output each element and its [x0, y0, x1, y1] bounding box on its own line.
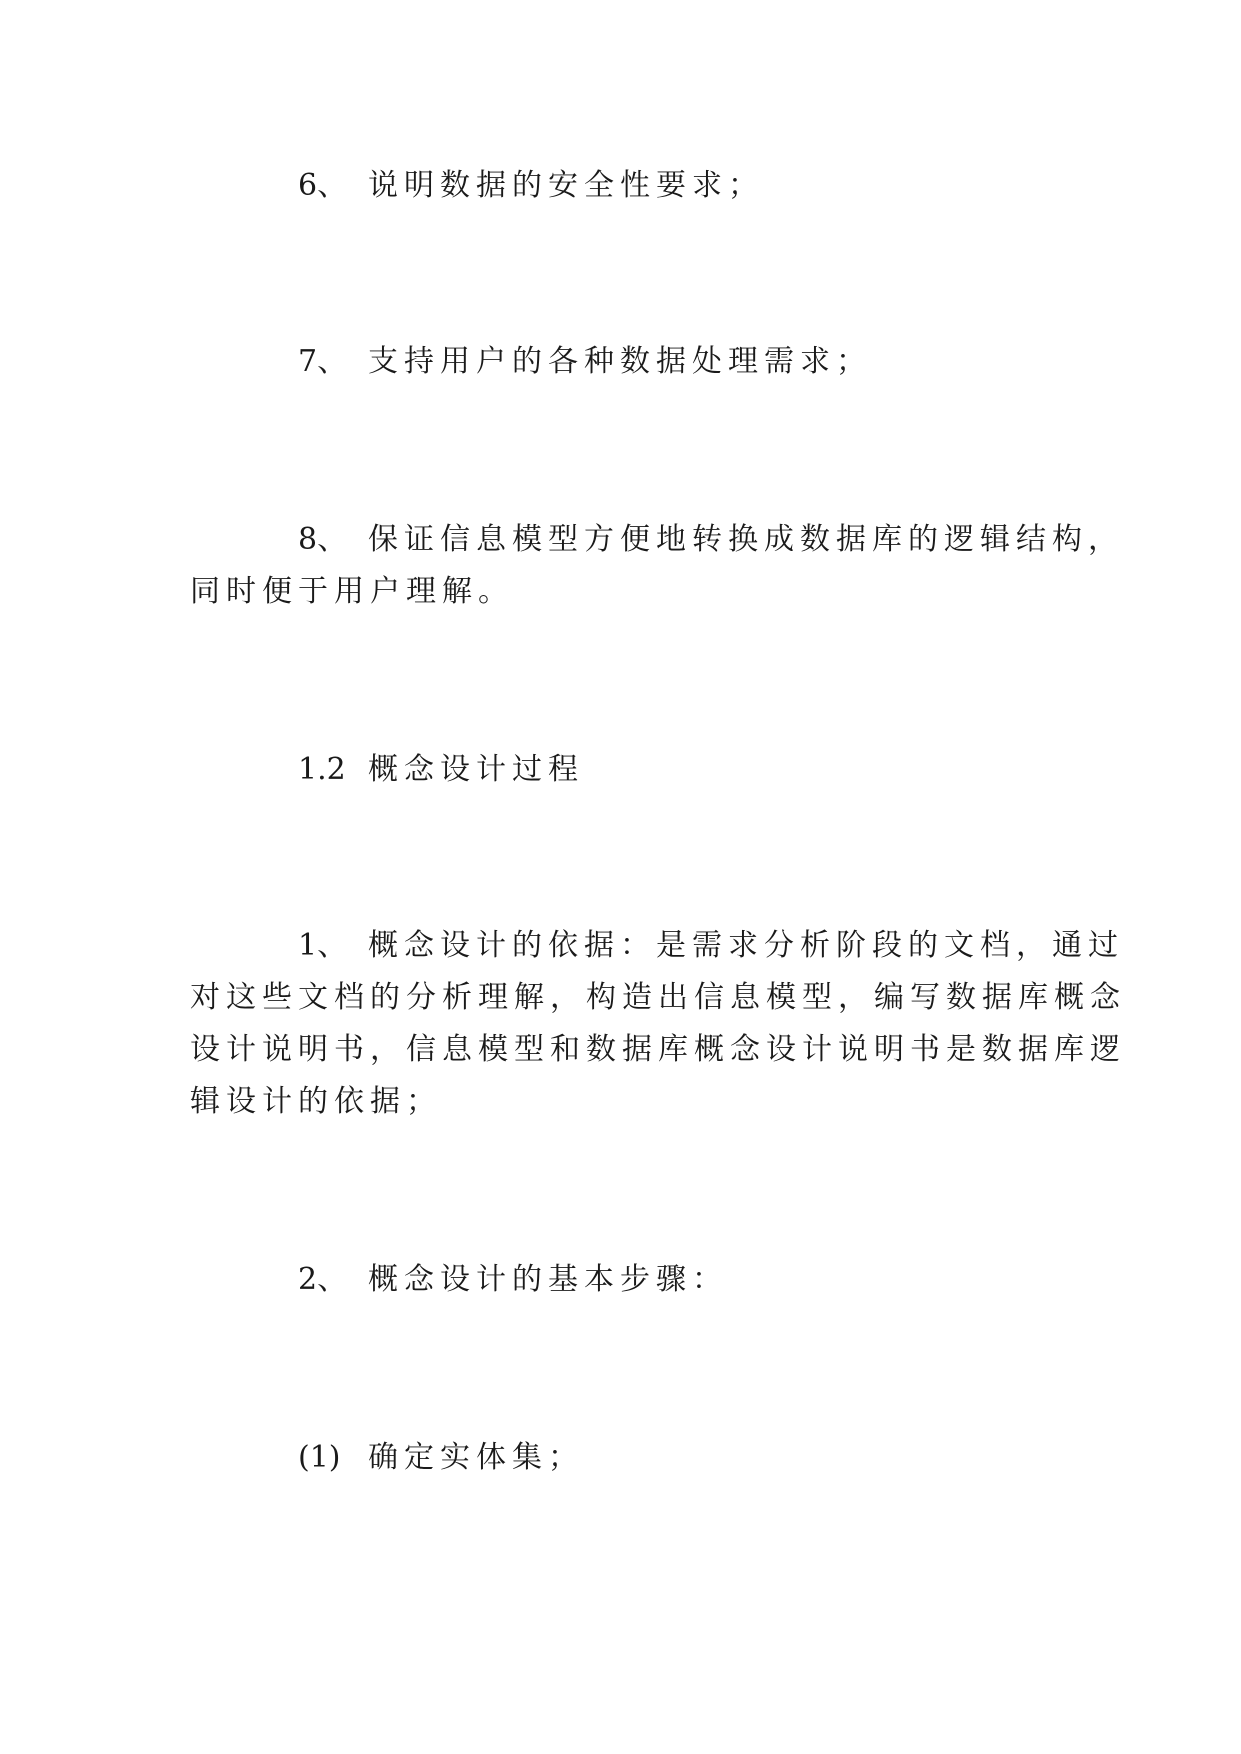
paragraph-text: 概念设计的依据：是需求分析阶段的文档，通过	[368, 928, 1124, 963]
list-item-6	[298, 160, 764, 212]
step-text: 确定实体集；	[368, 1440, 584, 1475]
item-text: 支持用户的各种数据处理需求；	[368, 344, 872, 379]
step-1	[298, 1432, 584, 1484]
list-item-8	[298, 514, 1124, 566]
section-number: 1.2	[298, 752, 346, 787]
section-title: 概念设计过程	[368, 752, 584, 787]
item-number: 8、	[298, 522, 348, 557]
paragraph-1-line-3: 设计说明书，信息模型和数据库概念设计说明书是数据库逻	[190, 1032, 1126, 1067]
list-item-8-continuation: 同时便于用户理解。	[190, 574, 514, 609]
paragraph-1-line-4: 辑设计的依据；	[190, 1084, 442, 1119]
step-number: (1)	[298, 1440, 341, 1475]
item-number: 7、	[298, 344, 348, 379]
paragraph-2	[298, 1254, 728, 1306]
paragraph-1-line-2: 对这些文档的分析理解，构造出信息模型，编写数据库概念	[190, 980, 1126, 1015]
paragraph-text: 概念设计的基本步骤：	[368, 1262, 728, 1297]
item-number: 6、	[298, 168, 348, 203]
item-text: 说明数据的安全性要求；	[368, 168, 764, 203]
paragraph-number: 1、	[298, 928, 348, 963]
item-text: 保证信息模型方便地转换成数据库的逻辑结构，	[368, 522, 1124, 557]
paragraph-number: 2、	[298, 1262, 348, 1297]
section-heading	[298, 744, 584, 796]
paragraph-1-line-1	[298, 920, 1124, 972]
list-item-7	[298, 336, 872, 388]
